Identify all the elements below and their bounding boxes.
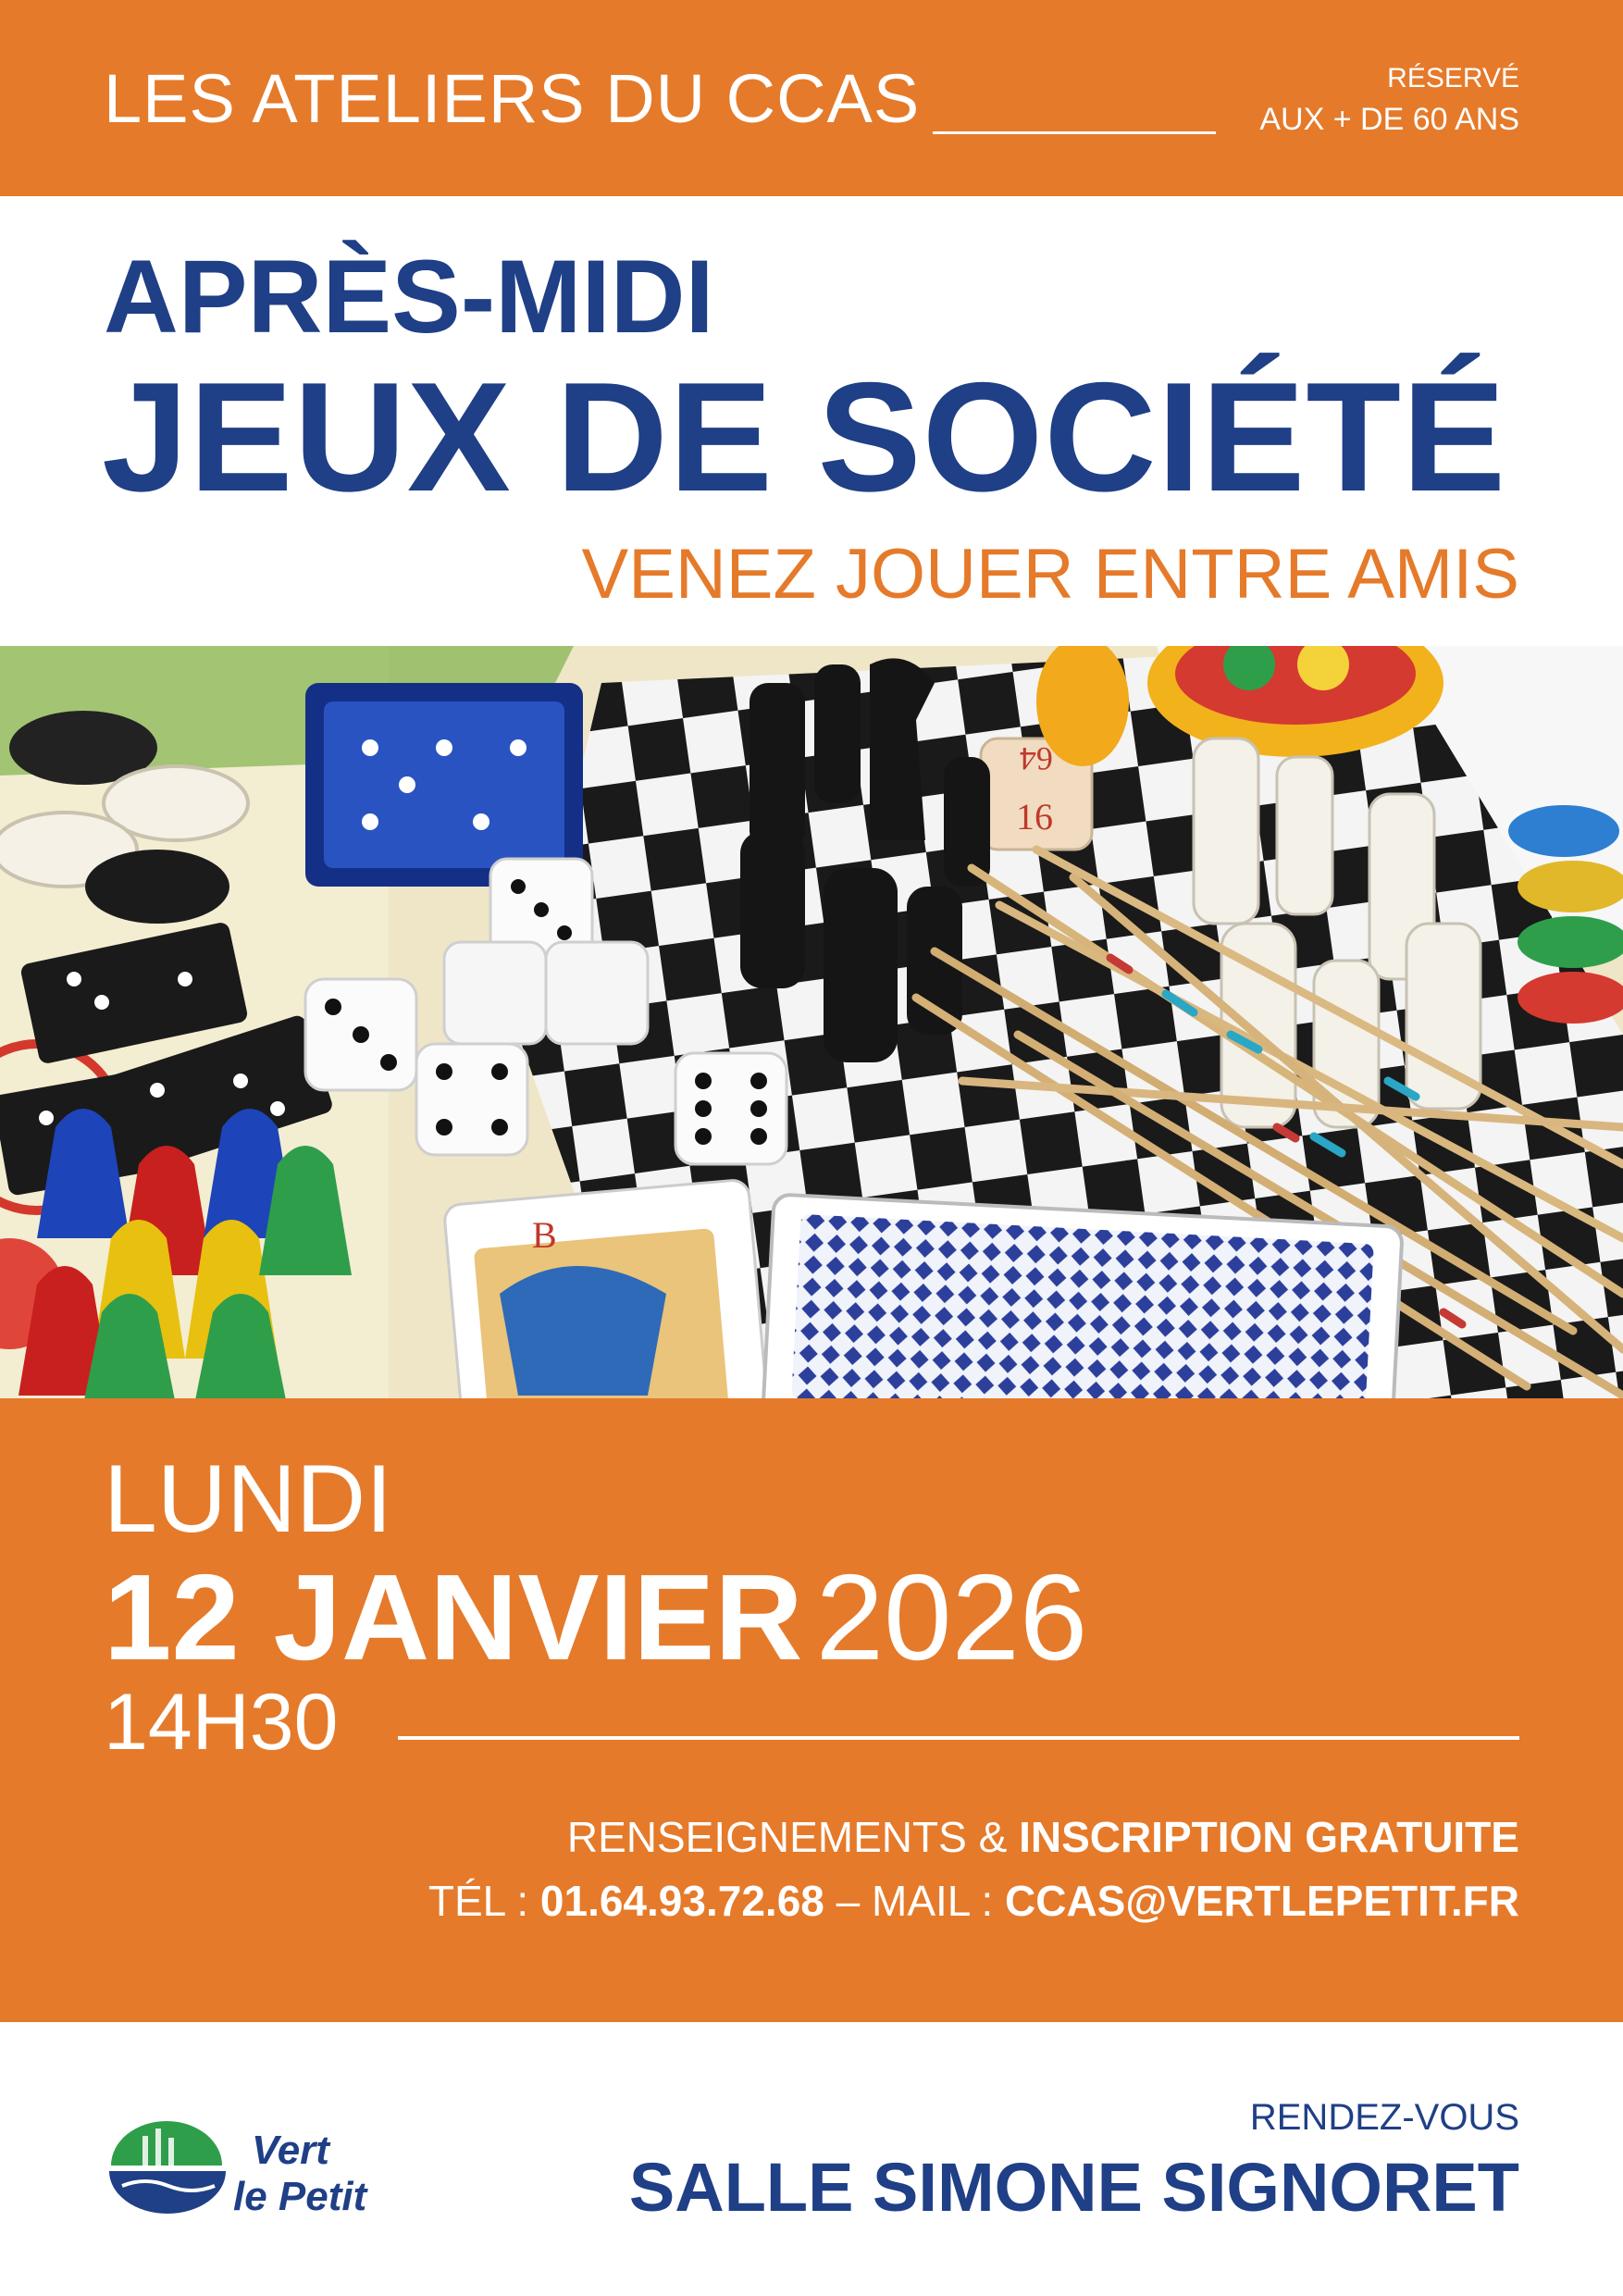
event-day: LUNDI xyxy=(104,1446,393,1553)
logo-text-line-1: Vert xyxy=(252,2128,329,2173)
mail-address[interactable]: CCAS@VERTLEPETIT.FR xyxy=(1005,1877,1519,1925)
dice-box-icon xyxy=(305,683,583,887)
card-letter: B xyxy=(532,1214,557,1256)
registration-prefix: RENSEIGNEMENTS & xyxy=(566,1813,1020,1861)
registration-free: INSCRIPTION GRATUITE xyxy=(1019,1813,1519,1861)
event-date-day-month: 12 JANVIER xyxy=(104,1549,803,1685)
town-logo-icon xyxy=(109,2121,226,2214)
mail-label: – MAIL : xyxy=(824,1877,1005,1925)
event-date xyxy=(104,1549,1088,1685)
logo-text-line-2: le Petit xyxy=(233,2174,367,2219)
reserved-line-1: RÉSERVÉ xyxy=(1387,63,1519,93)
event-title-line-1: APRÈS-MIDI xyxy=(104,239,714,354)
event-title-line-2: JEUX DE SOCIÉTÉ xyxy=(102,350,1507,524)
event-tagline: VENEZ JOUER ENTRE AMIS xyxy=(581,535,1519,614)
event-time: 14H30 xyxy=(104,1678,339,1767)
vert-le-petit-logo xyxy=(104,2119,437,2221)
tel-number[interactable]: 01.64.93.72.68 xyxy=(539,1877,824,1925)
die-number-front: 16 xyxy=(1016,796,1053,838)
reserved-line-2: AUX + DE 60 ANS xyxy=(1259,102,1519,137)
registration-info xyxy=(566,1813,1519,1861)
header-title: LES ATELIERS DU CCAS xyxy=(104,60,921,137)
time-divider xyxy=(398,1736,1519,1740)
tel-label: TÉL : xyxy=(427,1877,540,1925)
contact-line xyxy=(427,1877,1519,1925)
die-number-top: 64 xyxy=(1020,740,1053,777)
header-divider xyxy=(933,131,1216,134)
event-date-year: 2026 xyxy=(815,1549,1088,1685)
venue-name: SALLE SIMONE SIGNORET xyxy=(628,2149,1519,2226)
venue-label: RENDEZ-VOUS xyxy=(1249,2097,1519,2138)
board-games-photo xyxy=(0,646,1623,1398)
